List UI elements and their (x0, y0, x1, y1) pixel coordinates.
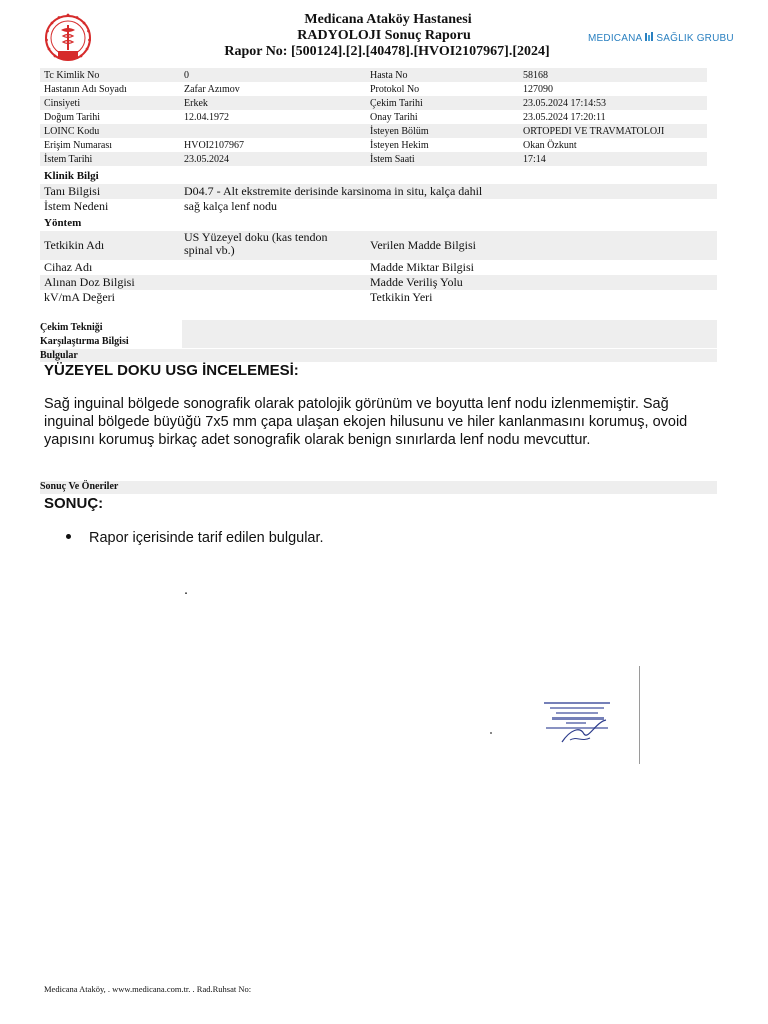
table-row: Alınan Doz Bilgisi Madde Veriliş Yolu (40, 275, 717, 290)
table-row: Cihaz Adı Madde Miktar Bilgisi (44, 260, 474, 274)
table-row: kV/mA Değeri Tetkikin Yeri (44, 290, 433, 304)
medicana-group-logo (588, 30, 734, 46)
table-row: Erişim Numarası HVOI2107967 İsteyen Hekim Okan Özkunt (44, 139, 577, 151)
brand-mark-icon (645, 29, 653, 47)
table-row: İstem Nedeni sağ kalça lenf nodu (44, 199, 277, 213)
conclusion-section-label: Sonuç Ve Öneriler (40, 481, 119, 492)
method-section (40, 216, 717, 305)
conclusion-shade (40, 481, 717, 494)
table-row: Cinsiyeti Erkek Çekim Tarihi 23.05.2024 17:14:53 (40, 96, 707, 110)
table-row: LOINC Kodu İsteyen Bölüm ORTOPEDI VE TRAVMATOLOJI (40, 124, 707, 138)
hospital-name: Medicana Ataköy Hastanesi (304, 12, 472, 27)
doctor-stamp-signature-icon (540, 700, 614, 746)
conclusion-text: Rapor içerisinde tarif edilen bulgular. (89, 530, 324, 546)
conclusion-heading: SONUÇ: (44, 495, 104, 512)
table-row: Tetkikin Adı US Yüzeyel doku (kas tendon spinal vb.) Verilen Madde Bilgisi (40, 231, 717, 260)
clinical-info-section (40, 169, 717, 214)
brand-suffix: SAĞLIK GRUBU (656, 32, 734, 44)
report-title: RADYOLOJI Sonuç Raporu (297, 28, 471, 43)
table-row: Tanı Bilgisi D04.7 - Alt ekstremite derisinde karsinoma in situ, kalça dahil (40, 184, 717, 199)
patient-info-table (40, 68, 707, 166)
scan-mark (490, 732, 492, 734)
section-title: Klinik Bilgi (44, 170, 99, 182)
technique-shade (182, 320, 717, 348)
table-row: İstem Tarihi 23.05.2024 İstem Saati 17:14 (40, 152, 707, 166)
conclusion-bullet (66, 530, 324, 546)
report-number: Rapor No: [500124].[2].[40478].[HVOI2107967].[2024] (224, 44, 550, 59)
brand-name: MEDICANA (588, 32, 643, 44)
table-row: Doğum Tarihi 12.04.1972 Onay Tarihi 23.05.2024 17:20:11 (44, 111, 606, 123)
table-row: Hastanın Adı Soyadı Zafar Azımov Protokol No 127090 (44, 83, 553, 95)
findings-heading: YÜZEYEL DOKU USG İNCELEMESİ: (44, 362, 299, 379)
technique-label: Çekim Tekniği (40, 322, 103, 333)
findings-text: Sağ inguinal bölgede sonografik olarak patolojik görünüm ve boyutta lenf nodu izlenmemiştir. Sağ inguinal bölgede büyüğü 7x5 mm çapa ulaşan ekojen hilusunu ve hiler kanlanmasını korumuş, ovoid yapısını korumuş birkaç adet sonografik olarak benign sınırlarda lenf nodu mevcuttur. (44, 396, 688, 448)
findings-label: Bulgular (40, 350, 78, 361)
page-footer: Medicana Ataköy, . www.medicana.com.tr. . Rad.Ruhsat No: (44, 984, 252, 994)
section-title: Yöntem (44, 217, 82, 229)
table-row: Tc Kimlik No 0 Hasta No 58168 (40, 68, 707, 82)
comparison-label: Karşılaştırma Bilgisi (40, 336, 129, 347)
signature-divider (639, 666, 640, 764)
bullet-icon (66, 534, 71, 539)
trailing-period: . (184, 582, 189, 598)
findings-shade (40, 349, 717, 362)
